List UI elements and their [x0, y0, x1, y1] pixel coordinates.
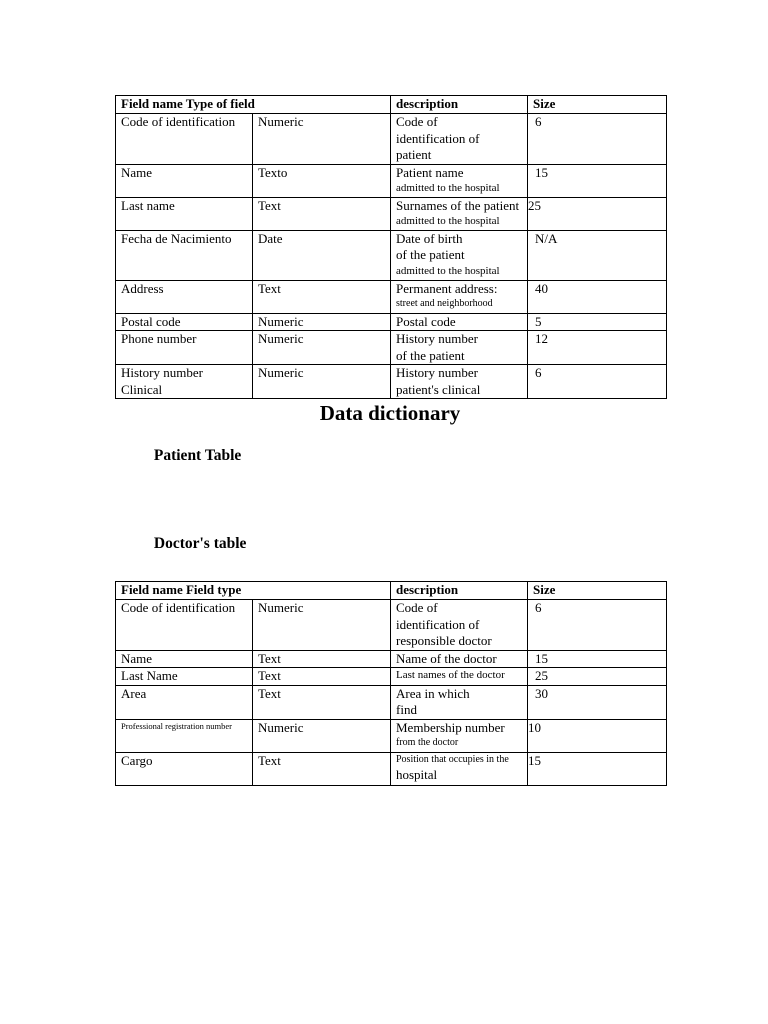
description-line: Position that occupies in the — [396, 753, 509, 765]
description-line: street and neighborhood — [396, 298, 493, 309]
description-line: History number — [396, 365, 478, 380]
size-cell: 40 — [528, 280, 667, 313]
description-cell — [391, 280, 528, 313]
header-field-name-type: Field name Field type — [116, 582, 391, 600]
field-name-cell: Code of identification — [116, 114, 253, 165]
table-row — [116, 164, 667, 197]
description-cell — [391, 719, 528, 752]
field-type-cell: Numeric — [253, 719, 391, 752]
description-line: patient — [396, 147, 432, 162]
size-cell: 6 — [528, 365, 667, 399]
table-row — [116, 668, 667, 686]
description-line: identification of — [396, 130, 480, 146]
header-description: description — [391, 96, 528, 114]
table-row — [116, 280, 667, 313]
table-header-row — [116, 96, 667, 114]
description-line: hospital — [396, 766, 438, 782]
page-title: Data dictionary — [319, 401, 461, 425]
size-cell: 25 — [528, 197, 667, 230]
field-name-cell: Code of identification — [116, 600, 253, 651]
description-line: admitted to the hospital — [396, 182, 500, 194]
description-line: Permanent address: — [396, 280, 498, 296]
size-cell: 15 — [528, 650, 667, 668]
description-line: Postal code — [396, 313, 456, 329]
field-name-cell: Postal code — [116, 313, 253, 331]
patient-table — [115, 95, 667, 399]
table-row — [116, 685, 667, 719]
field-type-cell: Numeric — [253, 331, 391, 365]
field-type-cell: Numeric — [253, 600, 391, 651]
size-cell: 12 — [528, 331, 667, 365]
description-cell — [391, 331, 528, 365]
table-row — [116, 230, 667, 280]
size-cell: 5 — [528, 313, 667, 331]
table-row — [116, 197, 667, 230]
section-label: Patient Table — [153, 447, 242, 464]
description-cell — [391, 650, 528, 668]
description-line: History number — [396, 331, 478, 346]
field-type-cell: Text — [253, 280, 391, 313]
header-field-name-type: Field name Type of field — [116, 96, 391, 114]
description-cell — [391, 668, 528, 686]
size-cell: 15 — [528, 164, 667, 197]
field-type-cell: Text — [253, 668, 391, 686]
description-cell — [391, 313, 528, 331]
field-name-cell — [116, 365, 253, 399]
size-cell: 25 — [528, 668, 667, 686]
field-name-cell: Address — [116, 280, 253, 313]
field-type-cell: Text — [253, 752, 391, 785]
section-heading-doctor — [137, 534, 246, 554]
field-type-cell: Text — [253, 197, 391, 230]
size-cell: N/A — [528, 230, 667, 280]
field-type-cell: Numeric — [253, 313, 391, 331]
field-name-cell: Cargo — [116, 752, 253, 785]
field-name-cell: Area — [116, 685, 253, 719]
field-type-cell: Texto — [253, 164, 391, 197]
table-row — [116, 650, 667, 668]
header-size: Size — [528, 96, 667, 114]
description-cell — [391, 600, 528, 651]
description-line: find — [396, 702, 417, 717]
field-type-cell: Numeric — [253, 365, 391, 399]
size-cell: 10 — [528, 719, 667, 752]
description-line: from the doctor — [396, 737, 459, 748]
section-label: Doctor's table — [153, 535, 247, 552]
field-name-line: Clinical — [121, 381, 163, 397]
field-type-cell: Text — [253, 685, 391, 719]
description-line: Patient name — [396, 164, 464, 180]
description-cell — [391, 365, 528, 399]
field-name-line: Professional registration number — [121, 720, 232, 731]
field-name-cell: Fecha de Nacimiento — [116, 230, 253, 280]
description-line: Area in which — [396, 685, 470, 701]
field-name-cell: Name — [116, 650, 253, 668]
description-line: of the patient — [396, 247, 465, 262]
header-description: description — [391, 582, 528, 600]
header-size: Size — [528, 582, 667, 600]
field-name-cell — [116, 719, 253, 752]
size-cell: 15 — [528, 752, 667, 785]
description-cell — [391, 685, 528, 719]
description-line: Date of birth — [396, 230, 463, 246]
field-name-line: History number — [121, 365, 203, 380]
field-name-cell: Last Name — [116, 668, 253, 686]
description-line: Code of — [396, 600, 438, 615]
table-row — [116, 365, 667, 399]
table-header-row — [116, 582, 667, 600]
table-row — [116, 313, 667, 331]
size-cell: 30 — [528, 685, 667, 719]
description-cell — [391, 230, 528, 280]
field-type-cell: Numeric — [253, 114, 391, 165]
description-cell — [391, 114, 528, 165]
doctor-table — [115, 581, 667, 786]
description-line: of the patient — [396, 347, 465, 363]
description-line: Code of — [396, 114, 438, 129]
field-type-cell: Text — [253, 650, 391, 668]
description-cell — [391, 752, 528, 785]
field-type-cell: Date — [253, 230, 391, 280]
description-line: admitted to the hospital — [396, 215, 500, 227]
description-line: patient's clinical — [396, 381, 481, 397]
description-line: Surnames of the patient — [396, 197, 520, 213]
description-cell — [391, 164, 528, 197]
table-row — [116, 752, 667, 785]
size-cell: 6 — [528, 114, 667, 165]
description-line: Membership number — [396, 719, 505, 735]
description-line: identification of — [396, 616, 480, 632]
table-row — [116, 114, 667, 165]
field-name-cell: Name — [116, 164, 253, 197]
table-row — [116, 719, 667, 752]
table-row — [116, 600, 667, 651]
description-cell — [391, 197, 528, 230]
description-line: responsible doctor — [396, 633, 492, 648]
description-line: Last names of the doctor — [396, 669, 505, 681]
table-row — [116, 331, 667, 365]
field-name-cell: Last name — [116, 197, 253, 230]
section-heading-patient — [137, 446, 241, 466]
description-line: admitted to the hospital — [396, 264, 500, 277]
field-name-cell: Phone number — [116, 331, 253, 365]
description-line: Name of the doctor — [396, 650, 497, 666]
size-cell: 6 — [528, 600, 667, 651]
